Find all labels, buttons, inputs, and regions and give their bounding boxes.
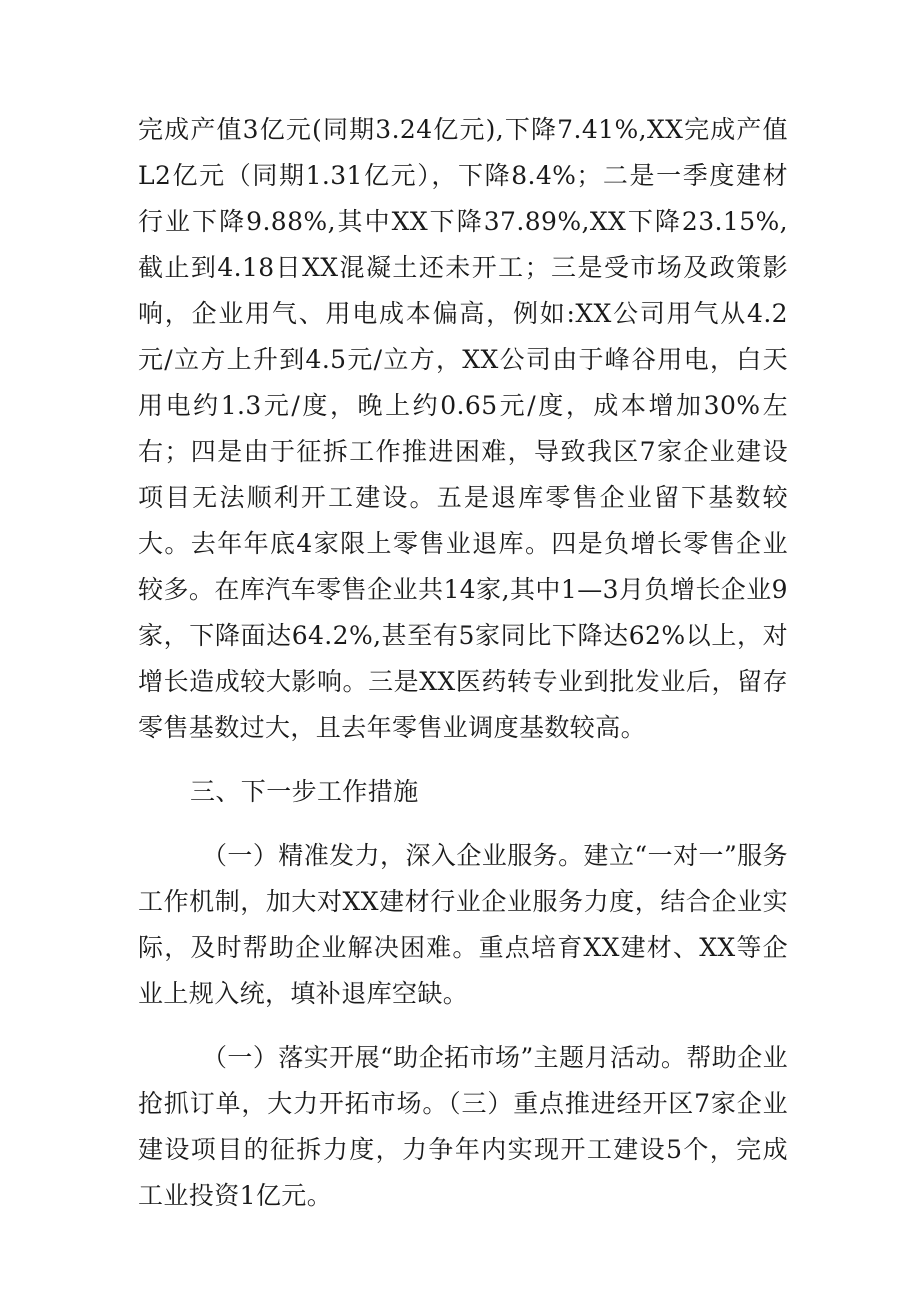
section-heading: 三、下一步工作措施 <box>190 777 419 806</box>
document-body <box>138 107 788 1219</box>
paragraph-analysis: 完成产值3亿元(同期3.24亿元),下降7.41%,XX完成产值L2亿元（同期1.31亿元），下降8.4%；二是一季度建材行业下降9.88%,其中XX下降37.89%,XX下降23.15%,截止到4.18日XX混凝土还未开工；三是受市场及政策影响，企业用气、用电成本偏高，例如:XX公司用气从4.2元/立方上升到4.5元/立方，XX公司由于峰谷用电，白天用电约1.3元/度，晚上约0.65元/度，成本增加30%左右；四是由于征拆工作推进困难，导致我区7家企业建设项目无法顺利开工建设。五是退库零售企业留下基数较大。去年年底4家限上零售业退库。四是负增长零售企业较多。在库汽车零售企业共14家,其中1—3月负增长企业9家，下降面达64.2%,甚至有5家同比下降达62%以上，对增长造成较大影响。三是XX医药转专业到批发业后，留存零售基数过大，且去年零售业调度基数较高。 <box>138 115 788 742</box>
paragraph-measure-2: （一）落实开展“助企拓市场”主题月活动。帮助企业抢抓订单，大力开拓市场。（三）重点推进经开区7家企业建设项目的征拆力度，力争年内实现开工建设5个，完成工业投资1亿元。 <box>138 1043 788 1210</box>
paragraph-measure-1: （一）精准发力，深入企业服务。建立“一对一”服务工作机制，加大对XX建材行业企业服务力度，结合企业实际，及时帮助企业解决困难。重点培育XX建材、XX等企业上规入统，填补退库空缺。 <box>138 841 788 1008</box>
